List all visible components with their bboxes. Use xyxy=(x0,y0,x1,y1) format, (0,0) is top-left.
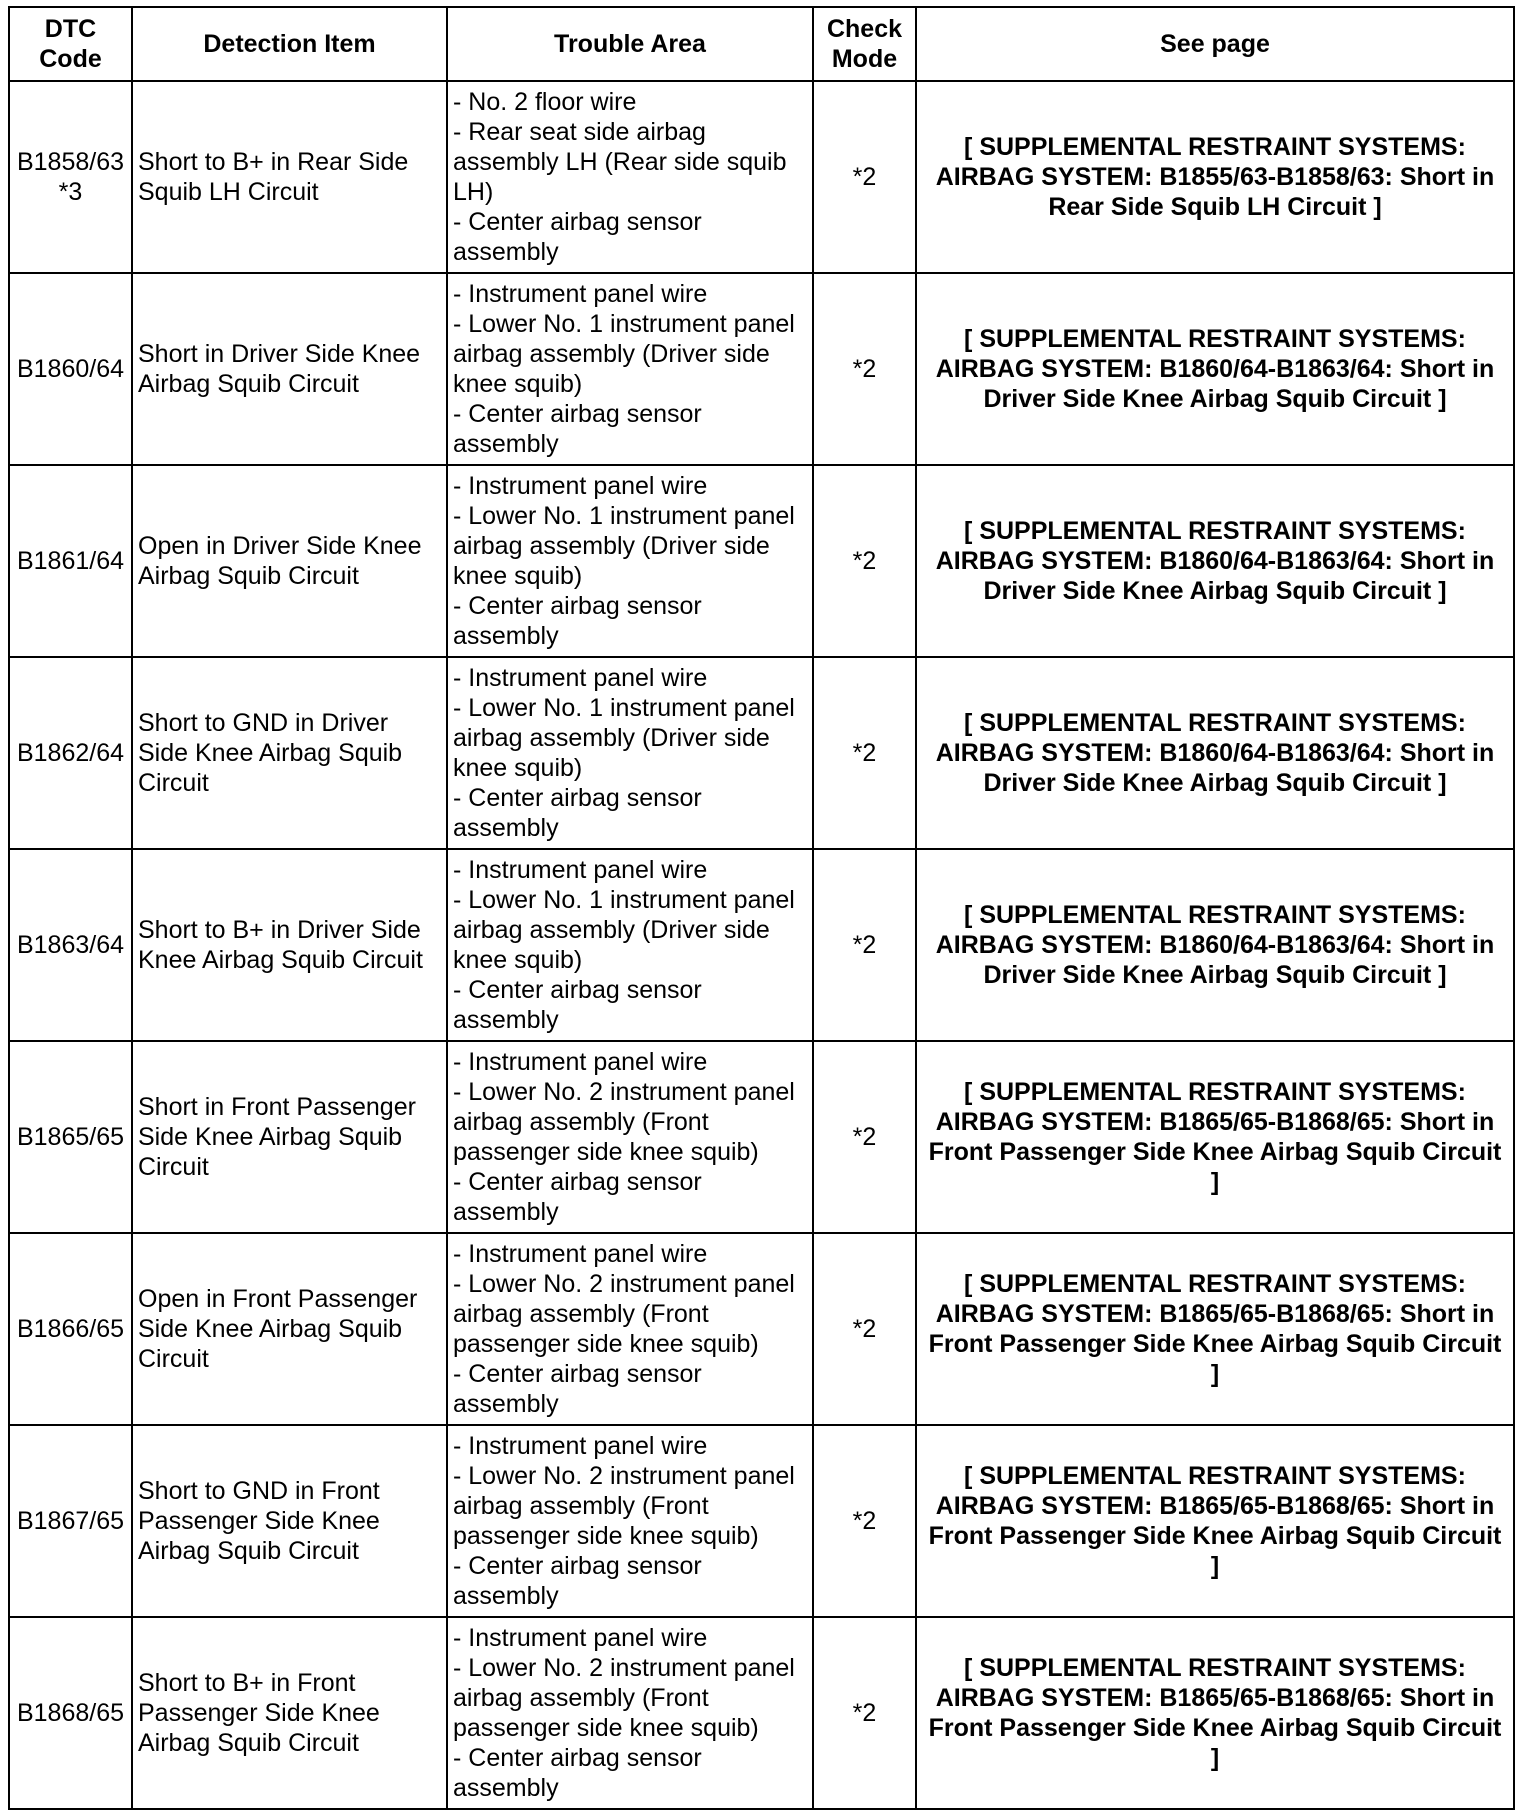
trouble-area-item: - Center airbag sensor assembly xyxy=(453,1360,702,1418)
trouble-area-cell xyxy=(447,1041,813,1233)
check-mode-cell: *2 xyxy=(813,657,916,849)
dtc-code: B1867/65 xyxy=(16,1507,125,1535)
trouble-area-cell xyxy=(447,273,813,465)
table-row xyxy=(9,849,1514,1041)
trouble-area-item: - Center airbag sensor assembly xyxy=(453,400,702,458)
see-page-cell: [ SUPPLEMENTAL RESTRAINT SYSTEMS: AIRBAG SYSTEM: B1860/64-B1863/64: Short in Driver Side Knee Airbag Squib Circuit ] xyxy=(916,849,1514,1041)
check-mode-cell: *2 xyxy=(813,465,916,657)
dtc-code-cell xyxy=(9,273,132,465)
header-see-page: See page xyxy=(916,7,1514,81)
dtc-code: B1866/65 xyxy=(16,1315,125,1343)
see-page-cell: [ SUPPLEMENTAL RESTRAINT SYSTEMS: AIRBAG SYSTEM: B1865/65-B1868/65: Short in Front Passenger Side Knee Airbag Squib Circuit ] xyxy=(916,1041,1514,1233)
header-detection-item: Detection Item xyxy=(132,7,447,81)
detection-item-cell: Short to GND in Driver Side Knee Airbag Squib Circuit xyxy=(132,657,447,849)
dtc-code: B1865/65 xyxy=(16,1123,125,1151)
trouble-area-item: - Instrument panel wire xyxy=(453,472,708,500)
trouble-area-item: - Lower No. 1 instrument panel airbag assembly (Driver side knee squib) xyxy=(453,310,795,398)
trouble-area-item: - Lower No. 1 instrument panel airbag assembly (Driver side knee squib) xyxy=(453,694,795,782)
trouble-area-item: - Lower No. 2 instrument panel airbag assembly (Front passenger side knee squib) xyxy=(453,1270,795,1358)
check-mode-cell: *2 xyxy=(813,81,916,273)
trouble-area-item: - No. 2 floor wire xyxy=(453,88,637,116)
table-row xyxy=(9,81,1514,273)
trouble-area-item: - Rear seat side airbag assembly LH (Rear side squib LH) xyxy=(453,118,787,206)
dtc-code-cell xyxy=(9,657,132,849)
table-row xyxy=(9,273,1514,465)
see-page-cell: [ SUPPLEMENTAL RESTRAINT SYSTEMS: AIRBAG SYSTEM: B1860/64-B1863/64: Short in Driver Side Knee Airbag Squib Circuit ] xyxy=(916,273,1514,465)
trouble-area-cell xyxy=(447,1617,813,1809)
trouble-area-item: - Center airbag sensor assembly xyxy=(453,208,702,266)
trouble-area-item: - Center airbag sensor assembly xyxy=(453,1552,702,1610)
trouble-area-item: - Center airbag sensor assembly xyxy=(453,784,702,842)
dtc-code-cell xyxy=(9,1617,132,1809)
see-page-cell: [ SUPPLEMENTAL RESTRAINT SYSTEMS: AIRBAG SYSTEM: B1860/64-B1863/64: Short in Driver Side Knee Airbag Squib Circuit ] xyxy=(916,465,1514,657)
table-row xyxy=(9,1425,1514,1617)
dtc-code: B1860/64 xyxy=(16,355,125,383)
dtc-code-note: *3 xyxy=(58,178,83,206)
dtc-code-cell xyxy=(9,1041,132,1233)
trouble-area-item: - Instrument panel wire xyxy=(453,1432,708,1460)
trouble-area-item: - Instrument panel wire xyxy=(453,856,708,884)
table-row xyxy=(9,1617,1514,1809)
check-mode-cell: *2 xyxy=(813,273,916,465)
header-dtc-code: DTC Code xyxy=(9,7,132,81)
dtc-table-page xyxy=(8,6,1513,1806)
detection-item-cell: Short in Driver Side Knee Airbag Squib Circuit xyxy=(132,273,447,465)
detection-item-cell: Short to B+ in Driver Side Knee Airbag Squib Circuit xyxy=(132,849,447,1041)
dtc-code: B1863/64 xyxy=(16,931,125,959)
dtc-code-cell xyxy=(9,1425,132,1617)
trouble-area-item: - Center airbag sensor assembly xyxy=(453,1744,702,1802)
see-page-cell: [ SUPPLEMENTAL RESTRAINT SYSTEMS: AIRBAG SYSTEM: B1865/65-B1868/65: Short in Front Passenger Side Knee Airbag Squib Circuit ] xyxy=(916,1233,1514,1425)
detection-item-cell: Open in Driver Side Knee Airbag Squib Circuit xyxy=(132,465,447,657)
detection-item-cell: Open in Front Passenger Side Knee Airbag Squib Circuit xyxy=(132,1233,447,1425)
detection-item-cell: Short to B+ in Front Passenger Side Knee Airbag Squib Circuit xyxy=(132,1617,447,1809)
table-row xyxy=(9,1233,1514,1425)
see-page-cell: [ SUPPLEMENTAL RESTRAINT SYSTEMS: AIRBAG SYSTEM: B1860/64-B1863/64: Short in Driver Side Knee Airbag Squib Circuit ] xyxy=(916,657,1514,849)
trouble-area-cell xyxy=(447,1233,813,1425)
trouble-area-cell xyxy=(447,849,813,1041)
header-check-mode: Check Mode xyxy=(813,7,916,81)
trouble-area-item: - Lower No. 2 instrument panel airbag assembly (Front passenger side knee squib) xyxy=(453,1462,795,1550)
table-row xyxy=(9,465,1514,657)
detection-item-cell: Short to GND in Front Passenger Side Knee Airbag Squib Circuit xyxy=(132,1425,447,1617)
trouble-area-item: - Instrument panel wire xyxy=(453,664,708,692)
table-row xyxy=(9,1041,1514,1233)
trouble-area-item: - Center airbag sensor assembly xyxy=(453,592,702,650)
dtc-code: B1862/64 xyxy=(16,739,125,767)
trouble-area-item: - Lower No. 2 instrument panel airbag assembly (Front passenger side knee squib) xyxy=(453,1654,795,1742)
trouble-area-item: - Lower No. 1 instrument panel airbag assembly (Driver side knee squib) xyxy=(453,886,795,974)
trouble-area-item: - Instrument panel wire xyxy=(453,280,708,308)
see-page-cell: [ SUPPLEMENTAL RESTRAINT SYSTEMS: AIRBAG SYSTEM: B1865/65-B1868/65: Short in Front Passenger Side Knee Airbag Squib Circuit ] xyxy=(916,1617,1514,1809)
dtc-code: B1858/63 xyxy=(16,148,125,176)
trouble-area-item: - Center airbag sensor assembly xyxy=(453,1168,702,1226)
see-page-cell: [ SUPPLEMENTAL RESTRAINT SYSTEMS: AIRBAG SYSTEM: B1855/63-B1858/63: Short in Rear Side Squib LH Circuit ] xyxy=(916,81,1514,273)
dtc-code: B1868/65 xyxy=(16,1699,125,1727)
dtc-code-cell xyxy=(9,1233,132,1425)
header-trouble-area: Trouble Area xyxy=(447,7,813,81)
trouble-area-item: - Center airbag sensor assembly xyxy=(453,976,702,1034)
table-header-row xyxy=(9,7,1514,81)
trouble-area-item: - Instrument panel wire xyxy=(453,1624,708,1652)
dtc-table xyxy=(8,6,1515,1810)
dtc-code-cell xyxy=(9,81,132,273)
trouble-area-item: - Lower No. 2 instrument panel airbag assembly (Front passenger side knee squib) xyxy=(453,1078,795,1166)
trouble-area-cell xyxy=(447,465,813,657)
check-mode-cell: *2 xyxy=(813,1425,916,1617)
trouble-area-cell xyxy=(447,1425,813,1617)
check-mode-cell: *2 xyxy=(813,1233,916,1425)
check-mode-cell: *2 xyxy=(813,1041,916,1233)
trouble-area-item: - Instrument panel wire xyxy=(453,1240,708,1268)
detection-item-cell: Short in Front Passenger Side Knee Airbag Squib Circuit xyxy=(132,1041,447,1233)
see-page-cell: [ SUPPLEMENTAL RESTRAINT SYSTEMS: AIRBAG SYSTEM: B1865/65-B1868/65: Short in Front Passenger Side Knee Airbag Squib Circuit ] xyxy=(916,1425,1514,1617)
table-row xyxy=(9,657,1514,849)
detection-item-cell: Short to B+ in Rear Side Squib LH Circuit xyxy=(132,81,447,273)
check-mode-cell: *2 xyxy=(813,1617,916,1809)
trouble-area-cell xyxy=(447,657,813,849)
trouble-area-item: - Lower No. 1 instrument panel airbag assembly (Driver side knee squib) xyxy=(453,502,795,590)
trouble-area-item: - Instrument panel wire xyxy=(453,1048,708,1076)
dtc-code-cell xyxy=(9,849,132,1041)
dtc-code: B1861/64 xyxy=(16,547,125,575)
trouble-area-cell xyxy=(447,81,813,273)
dtc-code-cell xyxy=(9,465,132,657)
check-mode-cell: *2 xyxy=(813,849,916,1041)
